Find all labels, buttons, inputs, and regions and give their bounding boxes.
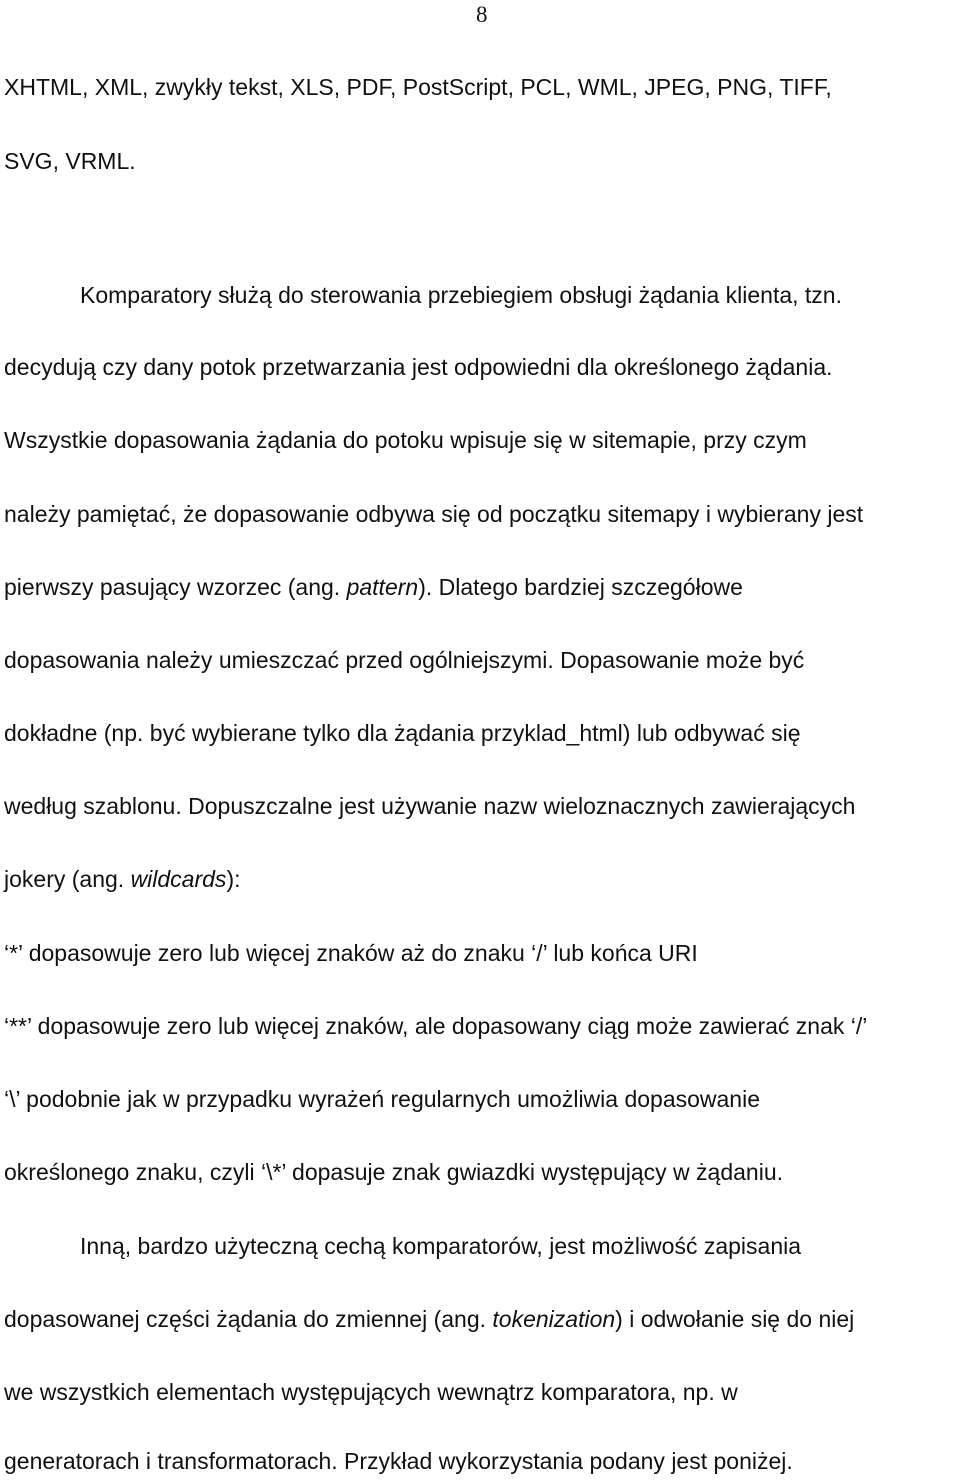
text-segment: dopasowanej części żądania do zmiennej (ang. bbox=[4, 1306, 493, 1332]
wildcard-item: ‘**’ dopasowuje zero lub więcej znaków, ale dopasowany ciąg może zawierać znak ‘/’ bbox=[4, 1013, 868, 1039]
text-segment: ): bbox=[226, 866, 241, 892]
text-segment: jokery (ang. bbox=[4, 866, 131, 892]
text-line: według szablonu. Dopuszczalne jest używanie nazw wieloznacznych zawierających bbox=[4, 793, 856, 819]
text-line: należy pamiętać, że dopasowanie odbywa się od początku sitemapy i wybierany jest bbox=[4, 501, 864, 527]
text-line bbox=[4, 864, 241, 894]
text-line bbox=[4, 572, 743, 602]
wildcard-item: ‘*’ dopasowuje zero lub więcej znaków aż do znaku ‘/’ lub końca URI bbox=[4, 940, 698, 966]
text-line: określonego znaku, czyli ‘\*’ dopasuje znak gwiazdki występujący w żądaniu. bbox=[4, 1159, 784, 1185]
text-segment: pierwszy pasujący wzorzec (ang. bbox=[4, 574, 347, 600]
text-line: XHTML, XML, zwykły tekst, XLS, PDF, PostScript, PCL, WML, JPEG, PNG, TIFF, bbox=[4, 74, 832, 100]
text-segment: ). Dlatego bardziej szczegółowe bbox=[418, 574, 743, 600]
text-line: dokładne (np. być wybierane tylko dla żądania przyklad_html) lub odbywać się bbox=[4, 720, 801, 746]
paragraph-first-line: Inną, bardzo użyteczną cechą komparatorów, jest możliwość zapisania bbox=[80, 1233, 802, 1259]
page-number: 8 bbox=[476, 2, 488, 27]
italic-term: pattern bbox=[346, 574, 419, 600]
wildcard-item: ‘\’ podobnie jak w przypadku wyrażeń regularnych umożliwia dopasowanie bbox=[4, 1086, 761, 1112]
text-line: SVG, VRML. bbox=[4, 148, 136, 174]
text-line bbox=[4, 1304, 854, 1334]
text-line: decydują czy dany potok przetwarzania jest odpowiedni dla określonego żądania. bbox=[4, 354, 833, 380]
paragraph-first-line: Komparatory służą do sterowania przebiegiem obsługi żądania klienta, tzn. bbox=[80, 282, 842, 308]
italic-term: tokenization bbox=[492, 1306, 616, 1332]
text-line: we wszystkich elementach występujących wewnątrz komparatora, np. w bbox=[4, 1379, 738, 1405]
text-segment: ) i odwołanie się do niej bbox=[615, 1306, 855, 1332]
text-line: generatorach i transformatorach. Przykład wykorzystania podany jest poniżej. bbox=[4, 1448, 793, 1474]
italic-term: wildcards bbox=[130, 866, 227, 892]
text-line: Wszystkie dopasowania żądania do potoku wpisuje się w sitemapie, przy czym bbox=[4, 427, 807, 453]
text-line: dopasowania należy umieszczać przed ogólniejszymi. Dopasowanie może być bbox=[4, 647, 805, 673]
